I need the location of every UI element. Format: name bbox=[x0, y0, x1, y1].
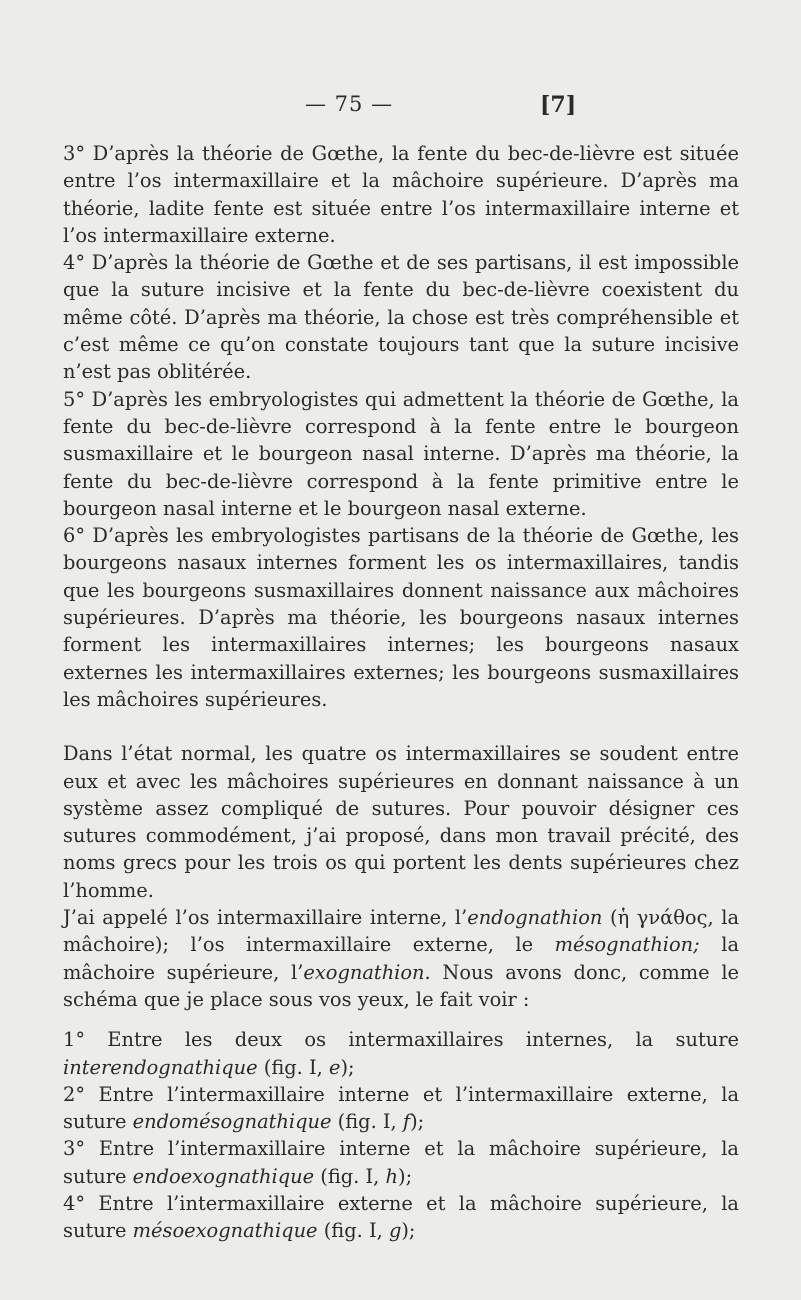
paragraph-text: 4° D’après la théorie de Gœthe et de ses partisans, il est impossible que la suture incisive et la fente du bec-de-lièvre coexistent du même côté. D’après ma théorie, la chose est très compréhensible et c’est même ce qu’on constate toujours tant que la suture incisive n’est pas oblitérée. bbox=[63, 251, 739, 384]
paragraph-text: J’ai appelé l’os intermaxillaire interne, l’ bbox=[63, 906, 468, 930]
paragraph-greek-names bbox=[63, 904, 739, 1013]
paragraph-text: (fig. I, bbox=[331, 1110, 403, 1134]
term-suture: interendognathique bbox=[63, 1055, 258, 1079]
paragraph-text: (fig. I, bbox=[257, 1055, 329, 1079]
paragraph-text: (fig. I, bbox=[317, 1219, 389, 1243]
paragraph-text: Dans l’état normal, les quatre os intermaxillaires se soudent entre eux et avec les mâchoires supérieures en donnant naissance à un système assez compliqué de sutures. Pour pouvoir désigner ces sutures commodément, j’ai proposé, dans mon travail précité, des noms grecs pour les trois os qui portent les dents supérieures chez l’homme. bbox=[63, 742, 739, 902]
body-text bbox=[63, 140, 739, 1245]
term-mesognathion: mésognathion; bbox=[554, 933, 700, 957]
paragraph-text: la mâchoire supérieure, l’ bbox=[63, 933, 739, 984]
paragraph-text: ); bbox=[401, 1219, 416, 1243]
figure-letter: h bbox=[385, 1164, 398, 1188]
term-suture: endoexognathique bbox=[132, 1164, 315, 1188]
paragraph-text: (fig. I, bbox=[314, 1164, 386, 1188]
paragraph-text: 2° Entre l’intermaxillaire interne et l’intermaxillaire externe, la suture bbox=[63, 1082, 739, 1134]
paragraph-point-6 bbox=[63, 522, 739, 713]
paragraph-text: ); bbox=[340, 1055, 355, 1079]
paragraph-point-3 bbox=[63, 140, 739, 249]
list-item-suture-4 bbox=[63, 1190, 739, 1245]
page-number: — 75 — bbox=[305, 92, 394, 116]
paragraph-gap bbox=[63, 713, 739, 740]
list-item-suture-2 bbox=[63, 1081, 739, 1136]
paragraph-gap bbox=[63, 1013, 739, 1026]
paragraph-text: Nous avons donc, comme le schéma que je place sous vos yeux, le fait voir : bbox=[63, 960, 739, 1011]
term-suture: mésoexognathique bbox=[132, 1219, 318, 1243]
paragraph-text: 6° D’après les embryologistes partisans de la théorie de Gœthe, les bourgeons nasaux internes forment les os intermaxillaires, tandis que les bourgeons susmaxillaires donnent naissance aux mâchoires supérieures. D’après ma théorie, les bourgeons nasaux internes forment les intermaxillaires internes; les bourgeons nasaux externes les intermaxillaires externes; les bourgeons susmaxillaires les mâchoires supérieures. bbox=[63, 524, 739, 711]
section-number: [7] bbox=[540, 92, 577, 118]
figure-letter: g bbox=[388, 1219, 402, 1243]
page-header bbox=[0, 92, 801, 132]
paragraph-point-5 bbox=[63, 386, 739, 522]
paragraph-point-4 bbox=[63, 249, 739, 385]
list-item-suture-3 bbox=[63, 1135, 739, 1190]
paragraph-text: (ἡ γνάθος, la mâchoire); l’os intermaxillaire externe, le bbox=[63, 906, 739, 957]
figure-letter: e bbox=[329, 1055, 341, 1079]
paragraph-text: 5° D’après les embryologistes qui admettent la théorie de Gœthe, la fente du bec-de-lièvre correspond à la fente entre le bourgeon susmaxillaire et le bourgeon nasal interne. D’après ma théorie, la fente du bec-de-lièvre correspond à la fente primitive entre le bourgeon nasal interne et le bourgeon nasal externe. bbox=[63, 387, 739, 520]
paragraph-text: 3° D’après la théorie de Gœthe, la fente du bec-de-lièvre est située entre l’os intermaxillaire et la mâchoire supérieure. D’après ma théorie, ladite fente est située entre l’os intermaxillaire interne et l’os intermaxillaire externe. bbox=[63, 142, 739, 247]
list-item-suture-1 bbox=[63, 1026, 739, 1081]
paragraph-normal-state bbox=[63, 740, 739, 904]
paragraph-text: 3° Entre l’intermaxillaire interne et la mâchoire supérieure, la suture bbox=[63, 1137, 739, 1188]
figure-letter: f bbox=[402, 1110, 411, 1134]
term-suture: endomésognathique bbox=[132, 1110, 332, 1134]
paragraph-text: ); bbox=[398, 1164, 413, 1188]
term-endognathion: endognathion bbox=[467, 906, 603, 930]
term-exognathion: exognathion. bbox=[303, 960, 431, 984]
paragraph-text: 1° Entre les deux os intermaxillaires internes, la suture bbox=[63, 1028, 739, 1052]
paragraph-text: ); bbox=[410, 1110, 425, 1134]
paragraph-text: 4° Entre l’intermaxillaire externe et la mâchoire supérieure, la suture bbox=[63, 1191, 739, 1243]
